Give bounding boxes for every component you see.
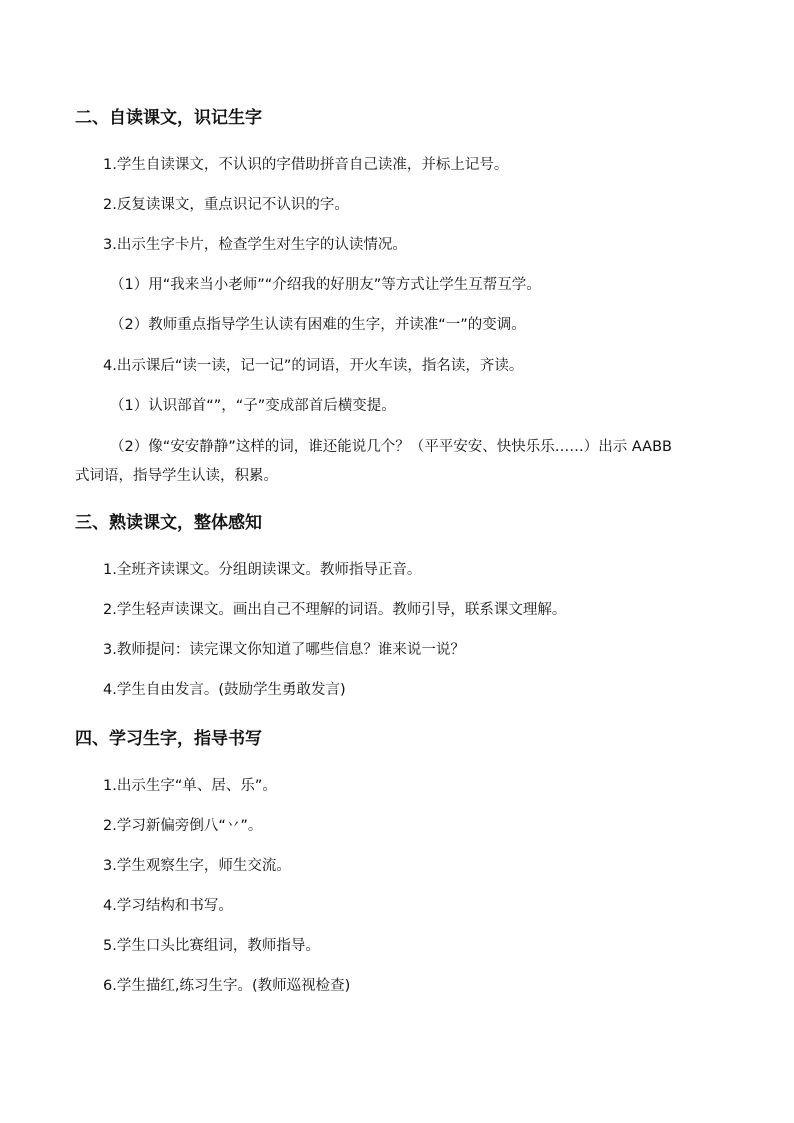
paragraph: （2）像“安安静静”这样的词，谁还能说几个？（平平安安、快快乐乐……）出示 AABB: [110, 439, 672, 455]
paragraph: 3.教师提问：读完课文你知道了哪些信息？谁来说一说？: [103, 642, 465, 658]
paragraph: 5.学生口头比赛组词，教师指导。: [103, 938, 320, 954]
section-heading-2: 二、自读课文，识记生字: [75, 108, 262, 128]
paragraph: 4.出示课后“读一读，记一记”的词语，开火车读，指名读，齐读。: [103, 358, 524, 374]
paragraph: 4.学习结构和书写。: [103, 898, 233, 914]
paragraph: 3.出示生字卡片，检查学生对生字的认读情况。: [103, 237, 407, 253]
paragraph: 2.反复读课文，重点识记不认识的字。: [103, 197, 349, 213]
section-heading-3: 三、熟读课文，整体感知: [75, 513, 262, 533]
section-heading-4: 四、学习生字，指导书写: [75, 729, 262, 749]
paragraph: 1.学生自读课文，不认识的字借助拼音自己读准，并标上记号。: [103, 157, 509, 173]
paragraph: 1.出示生字“单、居、乐”。: [103, 778, 277, 794]
paragraph: （1）认识部首“”，“子”变成部首后横变提。: [110, 398, 396, 414]
paragraph: （2）教师重点指导学生认读有困难的生字，并读准“一”的变调。: [110, 317, 526, 333]
paragraph: 4.学生自由发言。(鼓励学生勇敢发言): [103, 682, 346, 698]
paragraph: （1）用“我来当小老师”“介绍我的好朋友”等方式让学生互帮互学。: [110, 277, 541, 293]
paragraph: 6.学生描红,练习生字。(教师巡视检查): [103, 978, 351, 994]
paragraph: 1.全班齐读课文。分组朗读课文。教师指导正音。: [103, 562, 422, 578]
paragraph: 2.学生轻声读课文。画出自己不理解的词语。教师引导，联系课文理解。: [103, 602, 567, 618]
paragraph: 2.学习新偏旁倒八“丷”。: [103, 818, 263, 834]
paragraph: 3.学生观察生字，师生交流。: [103, 858, 291, 874]
paragraph-continuation: 式词语，指导学生认读，积累。: [75, 468, 278, 484]
